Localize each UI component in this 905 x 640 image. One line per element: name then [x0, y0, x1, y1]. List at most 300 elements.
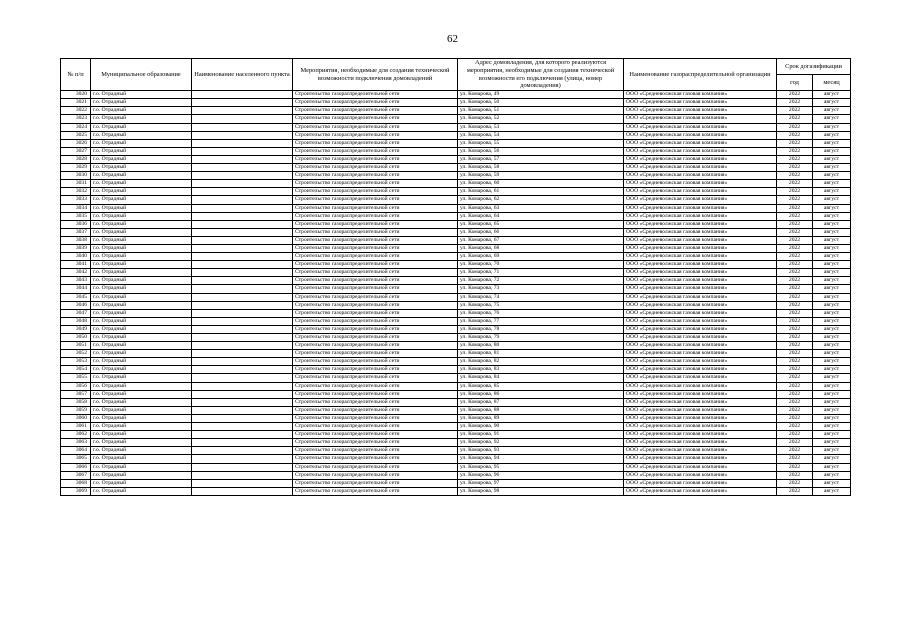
row-number: 3054 — [61, 366, 91, 374]
row-settlement — [192, 309, 293, 317]
row-municipality: г.о. Отрадный — [91, 220, 192, 228]
row-measure: Строительство газораспределительной сети — [293, 188, 458, 196]
row-municipality: г.о. Отрадный — [91, 196, 192, 204]
header-municipality: Муниципальное образование — [91, 59, 192, 91]
row-measure: Строительство газораспределительной сети — [293, 285, 458, 293]
table-row — [61, 471, 851, 479]
row-address: ул. Комарова, 52 — [458, 115, 624, 123]
row-address: ул. Комарова, 49 — [458, 91, 624, 99]
row-number: 3040 — [61, 253, 91, 261]
row-settlement — [192, 139, 293, 147]
row-month: август — [813, 358, 851, 366]
row-measure: Строительство газораспределительной сети — [293, 172, 458, 180]
row-address: ул. Комарова, 67 — [458, 236, 624, 244]
row-address: ул. Комарова, 70 — [458, 261, 624, 269]
row-month: август — [813, 334, 851, 342]
row-measure: Строительство газораспределительной сети — [293, 99, 458, 107]
row-year: 2022 — [777, 350, 813, 358]
row-measure: Строительство газораспределительной сети — [293, 366, 458, 374]
row-address: ул. Комарова, 57 — [458, 155, 624, 163]
row-organization: ООО «Средневолжская газовая компания» — [624, 293, 777, 301]
row-year: 2022 — [777, 107, 813, 115]
row-address: ул. Комарова, 83 — [458, 366, 624, 374]
row-municipality: г.о. Отрадный — [91, 439, 192, 447]
row-settlement — [192, 317, 293, 325]
row-month: август — [813, 253, 851, 261]
row-month: август — [813, 414, 851, 422]
row-measure: Строительство газораспределительной сети — [293, 155, 458, 163]
row-month: август — [813, 188, 851, 196]
table-row — [61, 350, 851, 358]
table-row — [61, 390, 851, 398]
row-year: 2022 — [777, 164, 813, 172]
row-number: 3050 — [61, 334, 91, 342]
row-settlement — [192, 147, 293, 155]
row-organization: ООО «Средневолжская газовая компания» — [624, 131, 777, 139]
row-year: 2022 — [777, 147, 813, 155]
row-address: ул. Комарова, 82 — [458, 358, 624, 366]
row-measure: Строительство газораспределительной сети — [293, 350, 458, 358]
row-municipality: г.о. Отрадный — [91, 463, 192, 471]
row-month: август — [813, 382, 851, 390]
row-organization: ООО «Средневолжская газовая компания» — [624, 455, 777, 463]
row-municipality: г.о. Отрадный — [91, 180, 192, 188]
row-organization: ООО «Средневолжская газовая компания» — [624, 414, 777, 422]
row-number: 3048 — [61, 317, 91, 325]
table-row — [61, 398, 851, 406]
row-month: август — [813, 228, 851, 236]
row-address: ул. Комарова, 75 — [458, 301, 624, 309]
row-organization: ООО «Средневолжская газовая компания» — [624, 228, 777, 236]
row-number: 3063 — [61, 439, 91, 447]
row-settlement — [192, 204, 293, 212]
row-year: 2022 — [777, 196, 813, 204]
row-year: 2022 — [777, 479, 813, 487]
row-number: 3027 — [61, 147, 91, 155]
row-year: 2022 — [777, 374, 813, 382]
row-month: август — [813, 479, 851, 487]
row-address: ул. Комарова, 65 — [458, 220, 624, 228]
row-number: 3049 — [61, 325, 91, 333]
row-organization: ООО «Средневолжская газовая компания» — [624, 277, 777, 285]
row-month: август — [813, 366, 851, 374]
row-organization: ООО «Средневолжская газовая компания» — [624, 447, 777, 455]
row-year: 2022 — [777, 269, 813, 277]
row-month: август — [813, 131, 851, 139]
row-municipality: г.о. Отрадный — [91, 414, 192, 422]
row-number: 3061 — [61, 423, 91, 431]
table-row — [61, 131, 851, 139]
row-municipality: г.о. Отрадный — [91, 228, 192, 236]
row-number: 3031 — [61, 180, 91, 188]
row-address: ул. Комарова, 88 — [458, 406, 624, 414]
row-municipality: г.о. Отрадный — [91, 212, 192, 220]
row-number: 3021 — [61, 99, 91, 107]
row-year: 2022 — [777, 317, 813, 325]
row-number: 3045 — [61, 293, 91, 301]
row-measure: Строительство газораспределительной сети — [293, 342, 458, 350]
row-settlement — [192, 236, 293, 244]
row-number: 3046 — [61, 301, 91, 309]
row-address: ул. Комарова, 90 — [458, 423, 624, 431]
row-month: август — [813, 196, 851, 204]
row-measure: Строительство газораспределительной сети — [293, 334, 458, 342]
row-number: 3057 — [61, 390, 91, 398]
row-municipality: г.о. Отрадный — [91, 406, 192, 414]
row-settlement — [192, 406, 293, 414]
row-organization: ООО «Средневолжская газовая компания» — [624, 301, 777, 309]
table-row — [61, 180, 851, 188]
row-organization: ООО «Средневолжская газовая компания» — [624, 423, 777, 431]
row-measure: Строительство газораспределительной сети — [293, 309, 458, 317]
table-row — [61, 342, 851, 350]
row-organization: ООО «Средневолжская газовая компания» — [624, 253, 777, 261]
row-number: 3026 — [61, 139, 91, 147]
row-organization: ООО «Средневолжская газовая компания» — [624, 463, 777, 471]
row-settlement — [192, 131, 293, 139]
row-month: август — [813, 212, 851, 220]
row-month: август — [813, 164, 851, 172]
row-address: ул. Комарова, 87 — [458, 398, 624, 406]
table-row — [61, 253, 851, 261]
row-organization: ООО «Средневолжская газовая компания» — [624, 374, 777, 382]
row-address: ул. Комарова, 72 — [458, 277, 624, 285]
row-municipality: г.о. Отрадный — [91, 325, 192, 333]
table-row — [61, 334, 851, 342]
row-settlement — [192, 285, 293, 293]
row-settlement — [192, 115, 293, 123]
row-address: ул. Комарова, 94 — [458, 455, 624, 463]
row-year: 2022 — [777, 390, 813, 398]
row-number: 3042 — [61, 269, 91, 277]
row-month: август — [813, 123, 851, 131]
row-municipality: г.о. Отрадный — [91, 285, 192, 293]
row-municipality: г.о. Отрадный — [91, 374, 192, 382]
row-measure: Строительство газораспределительной сети — [293, 479, 458, 487]
row-settlement — [192, 382, 293, 390]
row-address: ул. Комарова, 81 — [458, 350, 624, 358]
row-organization: ООО «Средневолжская газовая компания» — [624, 285, 777, 293]
row-organization: ООО «Средневолжская газовая компания» — [624, 317, 777, 325]
row-month: август — [813, 423, 851, 431]
row-organization: ООО «Средневолжская газовая компания» — [624, 479, 777, 487]
table-row — [61, 301, 851, 309]
table-row — [61, 107, 851, 115]
row-number: 3044 — [61, 285, 91, 293]
row-month: август — [813, 309, 851, 317]
row-address: ул. Комарова, 98 — [458, 487, 624, 495]
row-settlement — [192, 293, 293, 301]
row-organization: ООО «Средневолжская газовая компания» — [624, 269, 777, 277]
row-municipality: г.о. Отрадный — [91, 366, 192, 374]
row-organization: ООО «Средневолжская газовая компания» — [624, 107, 777, 115]
row-year: 2022 — [777, 188, 813, 196]
row-month: август — [813, 261, 851, 269]
row-municipality: г.о. Отрадный — [91, 204, 192, 212]
row-number: 3034 — [61, 204, 91, 212]
row-municipality: г.о. Отрадный — [91, 123, 192, 131]
table-row — [61, 228, 851, 236]
row-month: август — [813, 236, 851, 244]
row-settlement — [192, 423, 293, 431]
row-settlement — [192, 447, 293, 455]
row-month: август — [813, 374, 851, 382]
row-measure: Строительство газораспределительной сети — [293, 164, 458, 172]
row-organization: ООО «Средневолжская газовая компания» — [624, 398, 777, 406]
row-month: август — [813, 301, 851, 309]
table-row — [61, 447, 851, 455]
row-organization: ООО «Средневолжская газовая компания» — [624, 236, 777, 244]
row-month: август — [813, 204, 851, 212]
row-measure: Строительство газораспределительной сети — [293, 325, 458, 333]
row-measure: Строительство газораспределительной сети — [293, 253, 458, 261]
row-municipality: г.о. Отрадный — [91, 172, 192, 180]
row-municipality: г.о. Отрадный — [91, 253, 192, 261]
row-municipality: г.о. Отрадный — [91, 479, 192, 487]
row-measure: Строительство газораспределительной сети — [293, 439, 458, 447]
row-organization: ООО «Средневолжская газовая компания» — [624, 309, 777, 317]
row-number: 3041 — [61, 261, 91, 269]
table-row — [61, 91, 851, 99]
row-organization: ООО «Средневолжская газовая компания» — [624, 147, 777, 155]
table-row — [61, 374, 851, 382]
row-settlement — [192, 390, 293, 398]
header-month: месяц — [813, 75, 851, 91]
row-month: август — [813, 277, 851, 285]
row-address: ул. Комарова, 93 — [458, 447, 624, 455]
row-month: август — [813, 293, 851, 301]
row-address: ул. Комарова, 89 — [458, 414, 624, 422]
row-number: 3036 — [61, 220, 91, 228]
header-settlement: Наименование населенного пункта — [192, 59, 293, 91]
row-month: август — [813, 172, 851, 180]
row-number: 3032 — [61, 188, 91, 196]
table-row — [61, 188, 851, 196]
row-year: 2022 — [777, 180, 813, 188]
row-address: ул. Комарова, 51 — [458, 107, 624, 115]
row-year: 2022 — [777, 155, 813, 163]
row-organization: ООО «Средневолжская газовая компания» — [624, 382, 777, 390]
row-organization: ООО «Средневолжская газовая компания» — [624, 188, 777, 196]
header-num: № п/п — [61, 59, 91, 91]
row-year: 2022 — [777, 91, 813, 99]
row-number: 3062 — [61, 431, 91, 439]
table-row — [61, 236, 851, 244]
row-measure: Строительство газораспределительной сети — [293, 463, 458, 471]
row-municipality: г.о. Отрадный — [91, 431, 192, 439]
row-municipality: г.о. Отрадный — [91, 115, 192, 123]
row-organization: ООО «Средневолжская газовая компания» — [624, 431, 777, 439]
row-year: 2022 — [777, 447, 813, 455]
row-address: ул. Комарова, 53 — [458, 123, 624, 131]
row-measure: Строительство газораспределительной сети — [293, 317, 458, 325]
row-settlement — [192, 164, 293, 172]
row-measure: Строительство газораспределительной сети — [293, 107, 458, 115]
row-number: 3051 — [61, 342, 91, 350]
row-number: 3064 — [61, 447, 91, 455]
row-number: 3033 — [61, 196, 91, 204]
row-organization: ООО «Средневолжская газовая компания» — [624, 390, 777, 398]
row-year: 2022 — [777, 244, 813, 252]
row-year: 2022 — [777, 285, 813, 293]
row-number: 3022 — [61, 107, 91, 115]
row-number: 3060 — [61, 414, 91, 422]
row-measure: Строительство газораспределительной сети — [293, 139, 458, 147]
row-year: 2022 — [777, 123, 813, 131]
row-organization: ООО «Средневолжская газовая компания» — [624, 487, 777, 495]
row-organization: ООО «Средневолжская газовая компания» — [624, 244, 777, 252]
row-address: ул. Комарова, 56 — [458, 147, 624, 155]
row-year: 2022 — [777, 358, 813, 366]
row-settlement — [192, 374, 293, 382]
row-measure: Строительство газораспределительной сети — [293, 123, 458, 131]
row-measure: Строительство газораспределительной сети — [293, 390, 458, 398]
header-measures: Мероприятия, необходимые для создания технической возможности подключения домовладений — [293, 59, 458, 91]
row-year: 2022 — [777, 398, 813, 406]
row-settlement — [192, 244, 293, 252]
table-row — [61, 244, 851, 252]
row-municipality: г.о. Отрадный — [91, 131, 192, 139]
row-year: 2022 — [777, 204, 813, 212]
row-settlement — [192, 261, 293, 269]
row-organization: ООО «Средневолжская газовая компания» — [624, 164, 777, 172]
row-number: 3053 — [61, 358, 91, 366]
row-municipality: г.о. Отрадный — [91, 301, 192, 309]
row-address: ул. Комарова, 59 — [458, 172, 624, 180]
table-row — [61, 99, 851, 107]
row-settlement — [192, 196, 293, 204]
row-month: август — [813, 107, 851, 115]
row-number: 3068 — [61, 479, 91, 487]
header-year: год — [777, 75, 813, 91]
row-municipality: г.о. Отрадный — [91, 188, 192, 196]
table-row — [61, 487, 851, 495]
row-measure: Строительство газораспределительной сети — [293, 269, 458, 277]
row-municipality: г.о. Отрадный — [91, 139, 192, 147]
row-measure: Строительство газораспределительной сети — [293, 301, 458, 309]
row-settlement — [192, 220, 293, 228]
row-settlement — [192, 228, 293, 236]
table-row — [61, 269, 851, 277]
row-number: 3039 — [61, 244, 91, 252]
row-number: 3065 — [61, 455, 91, 463]
row-month: август — [813, 244, 851, 252]
row-year: 2022 — [777, 414, 813, 422]
row-settlement — [192, 487, 293, 495]
row-year: 2022 — [777, 463, 813, 471]
table-row — [61, 261, 851, 269]
table-header — [61, 59, 851, 91]
table-row — [61, 139, 851, 147]
row-settlement — [192, 398, 293, 406]
row-organization: ООО «Средневолжская газовая компания» — [624, 115, 777, 123]
row-year: 2022 — [777, 309, 813, 317]
table-row — [61, 293, 851, 301]
table-row — [61, 382, 851, 390]
header-address: Адрес домовладения, для которого реализуются мероприятия, необходимые для создания технической возможности его подключения (улица, номер домовладения) — [458, 59, 624, 91]
row-address: ул. Комарова, 79 — [458, 334, 624, 342]
row-settlement — [192, 350, 293, 358]
row-year: 2022 — [777, 261, 813, 269]
row-organization: ООО «Средневолжская газовая компания» — [624, 91, 777, 99]
row-address: ул. Комарова, 74 — [458, 293, 624, 301]
table-row — [61, 406, 851, 414]
row-settlement — [192, 123, 293, 131]
row-organization: ООО «Средневолжская газовая компания» — [624, 261, 777, 269]
row-year: 2022 — [777, 382, 813, 390]
row-settlement — [192, 188, 293, 196]
row-month: август — [813, 398, 851, 406]
row-month: август — [813, 180, 851, 188]
row-organization: ООО «Средневолжская газовая компания» — [624, 212, 777, 220]
row-year: 2022 — [777, 236, 813, 244]
row-year: 2022 — [777, 439, 813, 447]
row-organization: ООО «Средневолжская газовая компания» — [624, 155, 777, 163]
row-address: ул. Комарова, 77 — [458, 317, 624, 325]
row-month: август — [813, 285, 851, 293]
row-number: 3038 — [61, 236, 91, 244]
row-settlement — [192, 455, 293, 463]
row-number: 3055 — [61, 374, 91, 382]
row-measure: Строительство газораспределительной сети — [293, 244, 458, 252]
row-measure: Строительство газораспределительной сети — [293, 471, 458, 479]
row-organization: ООО «Средневолжская газовая компания» — [624, 204, 777, 212]
row-municipality: г.о. Отрадный — [91, 390, 192, 398]
row-year: 2022 — [777, 366, 813, 374]
table-row — [61, 115, 851, 123]
table-row — [61, 325, 851, 333]
row-address: ул. Комарова, 86 — [458, 390, 624, 398]
row-municipality: г.о. Отрадный — [91, 471, 192, 479]
row-measure: Строительство газораспределительной сети — [293, 382, 458, 390]
row-year: 2022 — [777, 212, 813, 220]
row-number: 3035 — [61, 212, 91, 220]
row-municipality: г.о. Отрадный — [91, 99, 192, 107]
table-row — [61, 277, 851, 285]
row-number: 3066 — [61, 463, 91, 471]
row-year: 2022 — [777, 406, 813, 414]
row-month: август — [813, 342, 851, 350]
row-year: 2022 — [777, 99, 813, 107]
table-row — [61, 204, 851, 212]
header-gdo: Наименование газораспределительной организации — [624, 59, 777, 91]
row-measure: Строительство газораспределительной сети — [293, 455, 458, 463]
row-municipality: г.о. Отрадный — [91, 423, 192, 431]
row-year: 2022 — [777, 455, 813, 463]
row-municipality: г.о. Отрадный — [91, 309, 192, 317]
row-measure: Строительство газораспределительной сети — [293, 277, 458, 285]
row-month: август — [813, 439, 851, 447]
row-number: 3029 — [61, 164, 91, 172]
row-address: ул. Комарова, 80 — [458, 342, 624, 350]
row-organization: ООО «Средневолжская газовая компания» — [624, 123, 777, 131]
row-month: август — [813, 155, 851, 163]
row-year: 2022 — [777, 139, 813, 147]
row-measure: Строительство газораспределительной сети — [293, 180, 458, 188]
table-row — [61, 414, 851, 422]
row-month: август — [813, 325, 851, 333]
row-municipality: г.о. Отрадный — [91, 91, 192, 99]
row-settlement — [192, 479, 293, 487]
table-row — [61, 317, 851, 325]
row-settlement — [192, 277, 293, 285]
row-address: ул. Комарова, 95 — [458, 463, 624, 471]
row-month: август — [813, 390, 851, 398]
row-municipality: г.о. Отрадный — [91, 293, 192, 301]
row-number: 3052 — [61, 350, 91, 358]
row-month: август — [813, 115, 851, 123]
row-address: ул. Комарова, 92 — [458, 439, 624, 447]
